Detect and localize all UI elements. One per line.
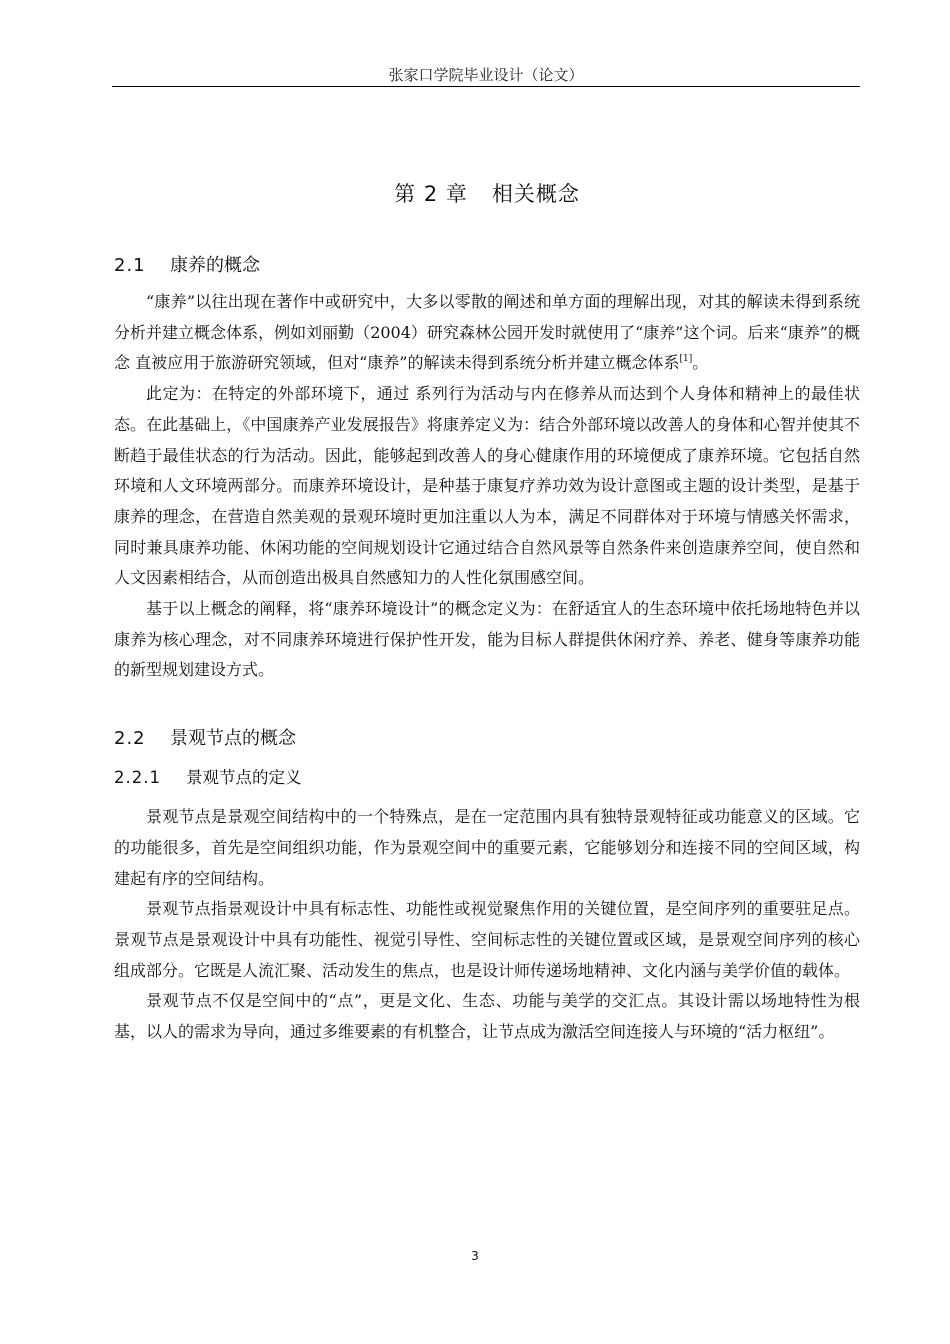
page-body <box>114 174 860 1048</box>
paragraph: 景观节点不仅是空间中的“点”，更是文化、生态、功能与美学的交汇点。其设计需以场地特性为根基，以人的需求为导向，通过多维要素的有机整合，让节点成为激活空间连接人与环境的“活力枢纽”。 <box>114 991 860 1042</box>
section-title: 康养的概念 <box>170 255 260 276</box>
paragraph-text: “康养”以往出现在著作中或研究中，大多以零散的阐述和单方面的理解出现，对其的解读未得到系统分析并建立概念体系，例如刘丽勤（2004）研究森林公园开发时就使用了“康养”这个词。后来“康养”的概念 直被应用于旅游研究领域，但对“康养”的解读未得到系统分析并建立概念体系 <box>114 292 860 373</box>
paragraph-end: 。 <box>692 353 709 373</box>
section-title: 景观节点的概念 <box>170 728 296 750</box>
paragraph: 基于以上概念的阐释，将“康养环境设计”的概念定义为：在舒适宜人的生态环境中依托场地特色并以康养为核心理念，对不同康养环境进行保护性开发，能为目标人群提供休闲疗养、养老、健身等康养功能的新型规划建设方式。 <box>114 599 860 680</box>
section-number: 2.2 <box>114 728 146 750</box>
citation-ref: [1] <box>679 354 693 365</box>
subsection-title: 景观节点的定义 <box>186 768 302 788</box>
paragraph: 景观节点指景观设计中具有标志性、功能性或视觉聚焦作用的关键位置，是空间序列的重要驻足点。景观节点是景观设计中具有功能性、视觉引导性、空间标志性的关键位置或区域，是景观空间序列的核心组成部分。它既是人流汇聚、活动发生的焦点，也是设计师传递场地精神、文化内涵与美学价值的载体。 <box>114 899 860 980</box>
chapter-title: 相关概念 <box>491 182 580 206</box>
section-heading-2-2 <box>114 724 860 750</box>
paragraph <box>114 287 860 379</box>
subsection-heading-2-2-1 <box>114 764 860 788</box>
section-number: 2.1 <box>114 255 146 276</box>
paragraph: 景观节点是景观空间结构中的一个特殊点，是在一定范围内具有独特景观特征或功能意义的区域。它的功能很多，首先是空间组织功能，作为景观空间中的重要元素，它能够划分和连接不同的空间区域，构建起有序的空间结构。 <box>114 807 860 888</box>
section-heading-2-1 <box>114 251 860 277</box>
header-rule <box>112 86 860 87</box>
paragraph: 此定为：在特定的外部环境下，通过 系列行为活动与内在修养从而达到个人身体和精神上的最佳状态。在此基础上，《中国康养产业发展报告》将康养定义为：结合外部环境以改善人的身体和心智并使其不断趋于最佳状态的行为活动。因此，能够起到改善人的身心健康作用的环境便成了康养环境。它包括自然环境和人文环境两部分。而康养环境设计，是种基于康复疗养功效为设计意图或主题的设计类型，是基于康养的理念，在营造自然美观的景观环境时更加注重以人为本，满足不同群体对于环境与情感关怀需求，同时兼具康养功能、休闲功能的空间规划设计它通过结合自然风景等自然条件来创造康养空间，使自然和人文因素相结合，从而创造出极具自然感知力的人性化氛围感空间。 <box>114 384 860 588</box>
page-number: 3 <box>471 1249 479 1263</box>
chapter-heading <box>114 178 860 208</box>
chapter-number: 第 2 章 <box>394 182 468 206</box>
subsection-number: 2.2.1 <box>114 768 161 788</box>
page-header: 张家口学院毕业设计（论文） <box>388 66 584 84</box>
